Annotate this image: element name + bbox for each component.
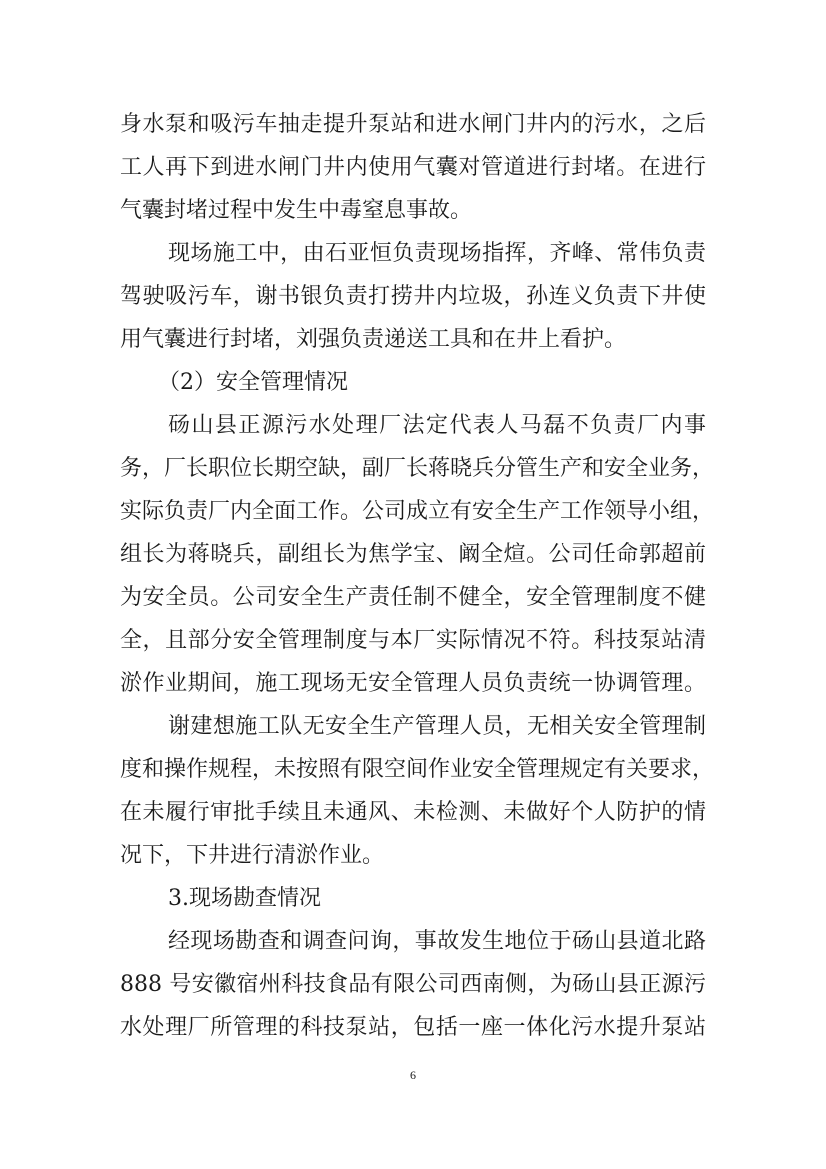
text-line: 度和操作规程，未按照有限空间作业安全管理规定有关要求，: [120, 757, 715, 782]
text-line: 组长为蒋晓兵，副组长为焦学宝、阚全煊。公司任命郭超前: [120, 542, 706, 567]
text-line: 身水泵和吸污车抽走提升泵站和进水闸门井内的污水，之后: [120, 112, 706, 137]
text-line: 888 号安徽宿州科技食品有限公司西南侧，为砀山县正源污: [120, 972, 706, 997]
text-line: 工人再下到进水闸门井内使用气囊对管道进行封堵。在进行: [120, 155, 706, 180]
page-number: 6: [410, 1068, 416, 1082]
text-line: 砀山县正源污水处理厂法定代表人马磊不负责厂内事: [168, 413, 706, 438]
text-line: 现场施工中，由石亚恒负责现场指挥，齐峰、常伟负责: [168, 241, 706, 266]
text-line: 经现场勘查和调查问询，事故发生地位于砀山县道北路: [168, 929, 706, 954]
text-line: 实际负责厂内全面工作。公司成立有安全生产工作领导小组，: [120, 499, 715, 524]
text-line: 水处理厂所管理的科技泵站，包括一座一体化污水提升泵站: [120, 1015, 706, 1040]
text-line: 况下，下井进行清淤作业。: [120, 843, 385, 868]
text-line: 淤作业期间，施工现场无安全管理人员负责统一协调管理。: [120, 671, 706, 696]
text-line: 全，且部分安全管理制度与本厂实际情况不符。科技泵站清: [120, 628, 706, 653]
text-line: 谢建想施工队无安全生产管理人员，无相关安全管理制: [168, 714, 706, 739]
text-line: 用气囊进行封堵，刘强负责递送工具和在井上看护。: [120, 327, 627, 352]
text-line: 为安全员。公司安全生产责任制不健全，安全管理制度不健: [120, 585, 706, 610]
text-line: 务，厂长职位长期空缺，副厂长蒋晓兵分管生产和安全业务，: [120, 456, 715, 481]
section-heading: 3.现场勘查情况: [168, 886, 321, 911]
text-line: 气囊封堵过程中发生中毒窒息事故。: [120, 198, 473, 223]
section-heading: （2）安全管理情况: [158, 370, 348, 395]
text-line: 驾驶吸污车，谢书银负责打捞井内垃圾，孙连义负责下井使: [120, 284, 706, 309]
text-line: 在未履行审批手续且未通风、未检测、未做好个人防护的情: [120, 800, 706, 825]
